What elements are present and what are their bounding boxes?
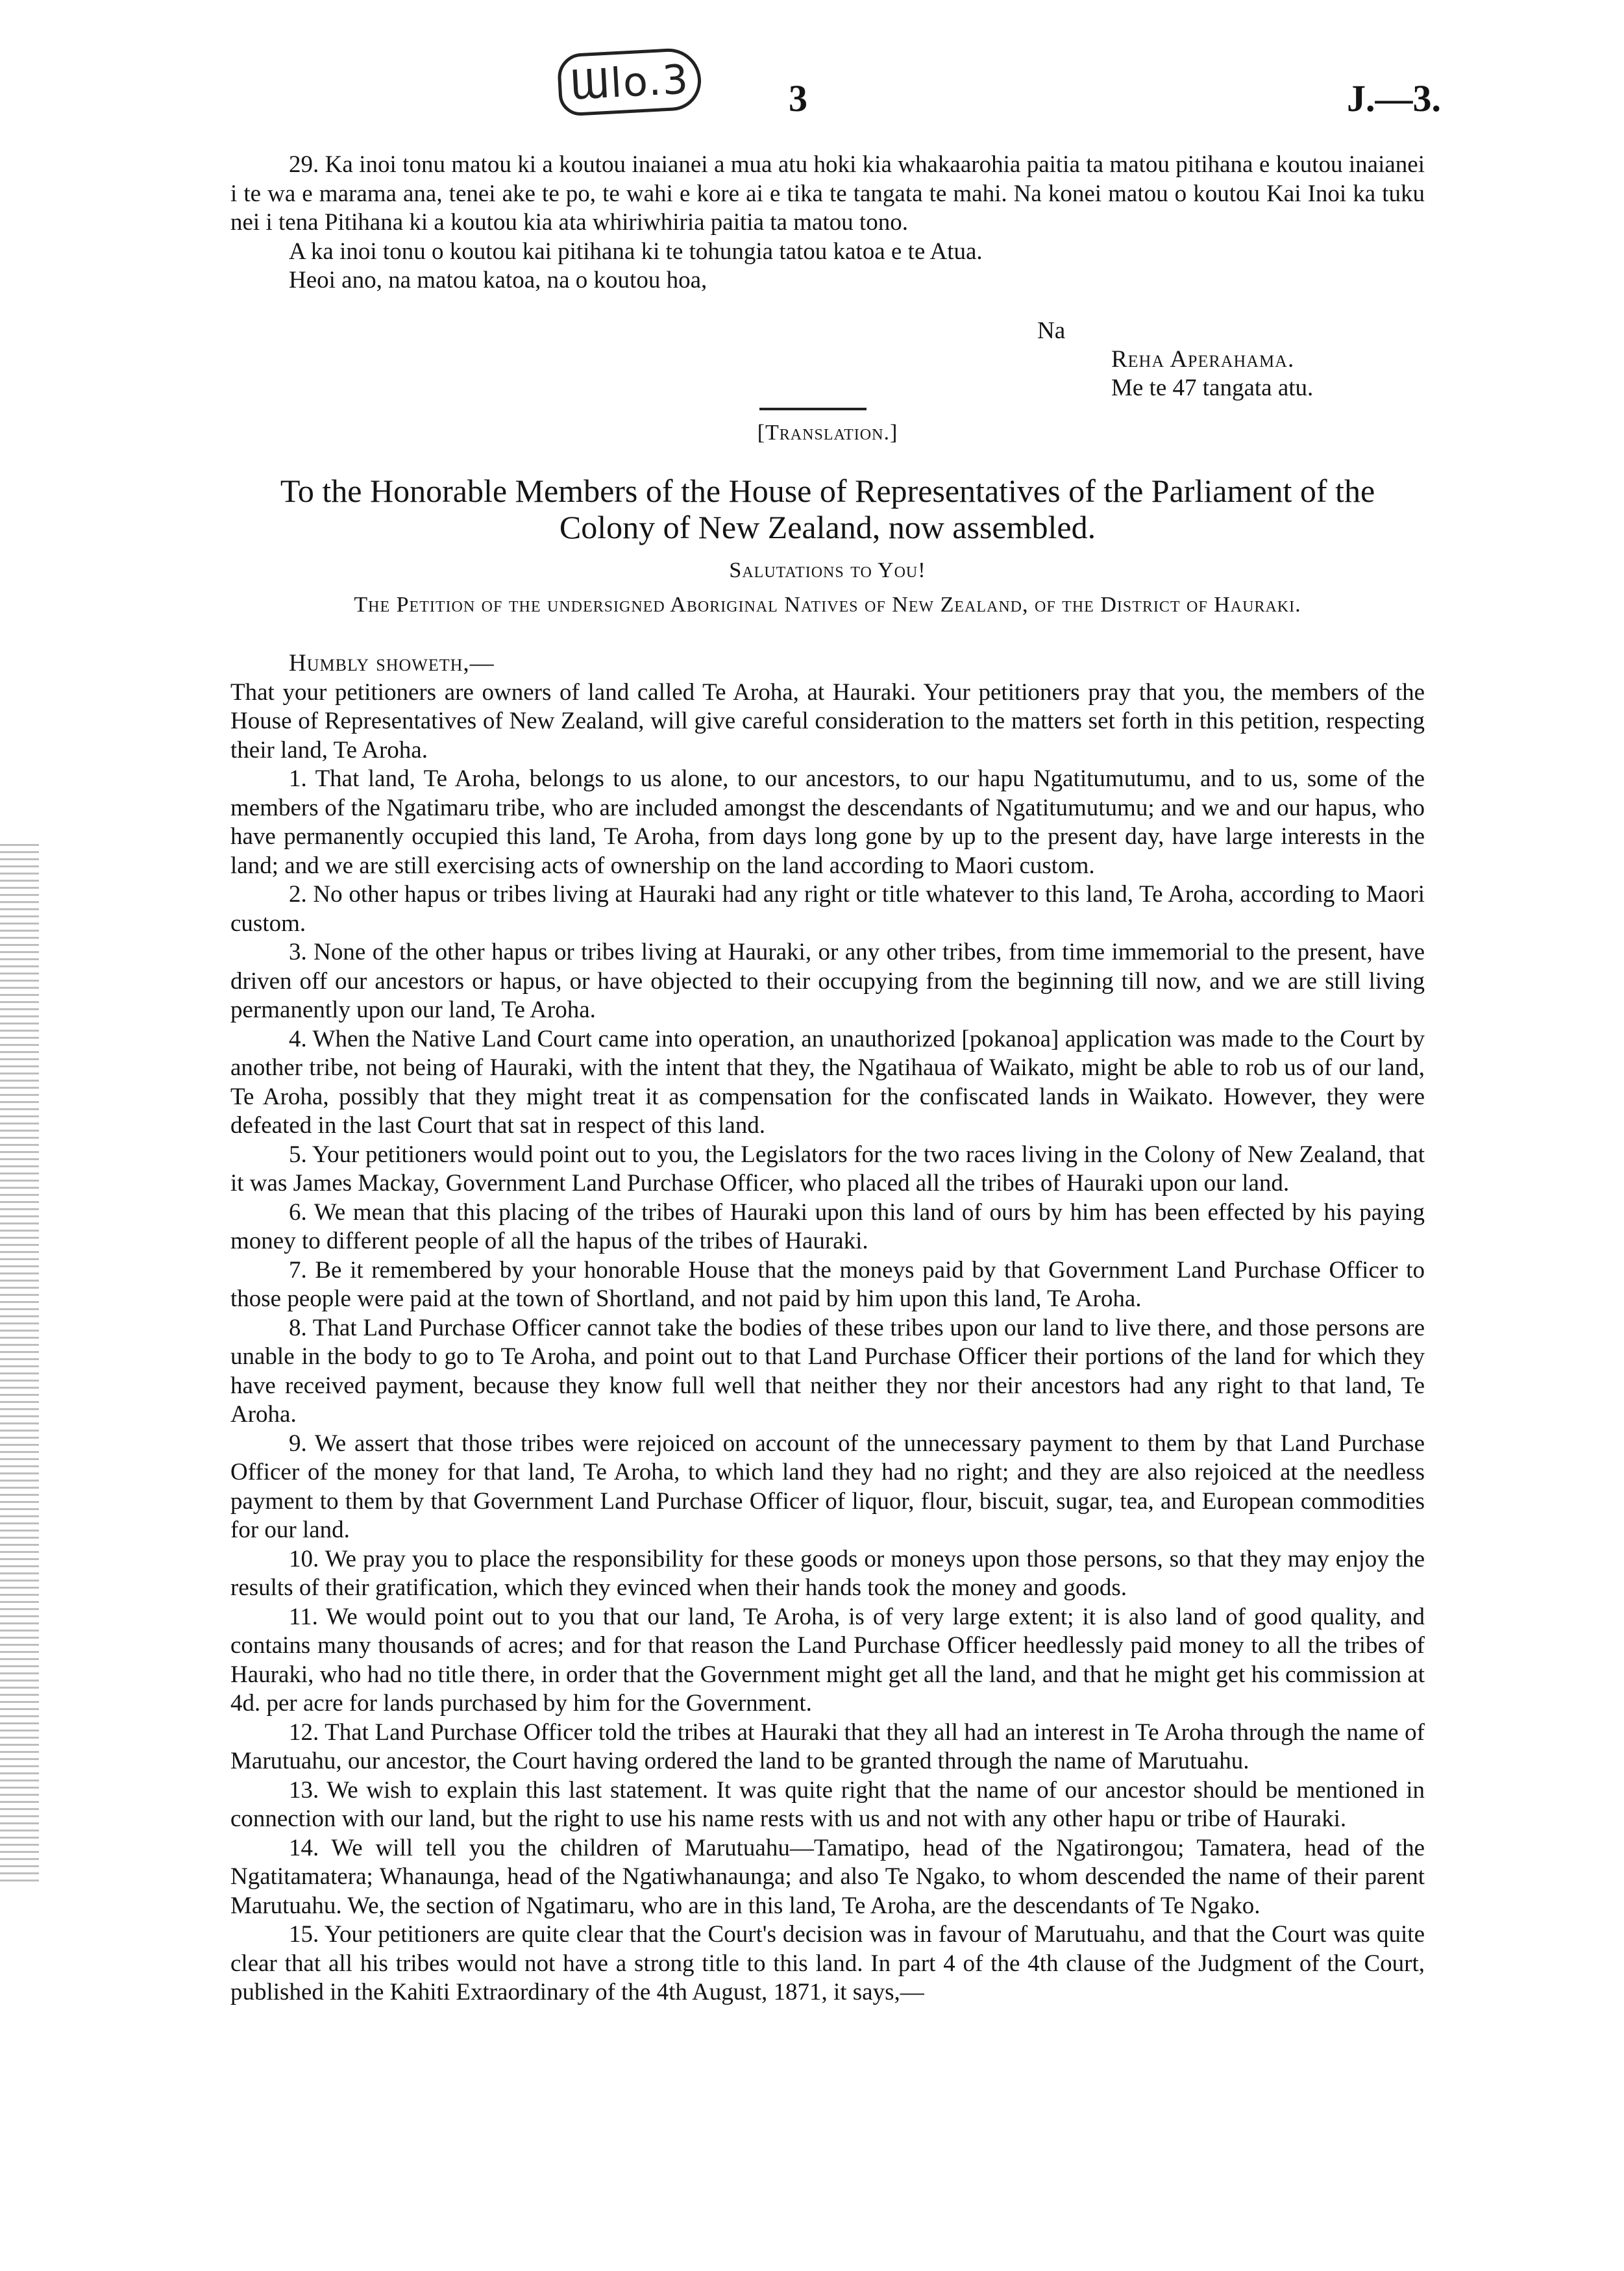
signature-na: Na [1037,317,1066,344]
petition-paragraph: 13. We wish to explain this last statement. It was quite right that the name of our ancestor should be mentioned in connection with our land, but the right to use his name rests with us and not with any other hapu or tribe of Hauraki. [230,1776,1425,1832]
petition-paragraph: 1. That land, Te Aroha, belongs to us alone, to our ancestors, to our hapu Ngatitumutumu, and to us, some of the members of the Ngatimaru tribe, who are included amongst the descendants of Ngatitumutumu; and we and our hapus, who have permanently occupied this land, Te Aroha, from days long gone by up to the present day, have large interests in the land; and we are still exercising acts of ownership on the land according to Maori custom. [230,765,1425,879]
maori-paragraph-29: 29. Ka inoi tonu matou ki a koutou inaianei a mua atu hoki kia whakaarohia paitia ta matou pitihana e koutou inaianei i te wa e marama ana, tenei ake te po, te wahi e kore ai e tika te tangata te mahi. Na konei matou o koutou Kai Inoi ka tuku nei i tena Pitihana ki a koutou kia ata whiriwhiria paitia ta matou tono. [230,151,1425,236]
petition-intro: That your petitioners are owners of land called Te Aroha, at Hauraki. Your petitioners pray that you, the members of the House of Representatives of New Zealand, will give careful consideration to the matters set forth in this petition, respecting their land, Te Aroha. [230,678,1425,763]
maori-section [230,151,1425,295]
section-divider [759,408,867,410]
signature-name: Reha Aperahama. [1111,346,1295,373]
handwritten-reference: Ɯlo.3 [557,47,703,116]
petition-title: To the Honorable Members of the House of Representatives of the Parliament of the Colony of New Zealand, now assembled. [280,473,1375,545]
petition-paragraph: 7. Be it remembered by your honorable House that the moneys paid by that Government Land Purchase Officer to those people were paid at the town of Shortland, and not paid by him upon this land, Te Aroha. [230,1256,1425,1312]
petition-paragraph: 5. Your petitioners would point out to you, the Legislators for the two races living in the Colony of New Zealand, that it was James Mackay, Government Land Purchase Officer, who placed all the tribes of Hauraki upon our land. [230,1141,1425,1197]
document-reference: J.—3. [1347,77,1441,119]
petition-paragraph: 3. None of the other hapus or tribes living at Hauraki, or any other tribes, from time immemorial to the present, have driven off our ancestors or hapus, or have objected to their occupying from the beginning till now, and we are still living permanently upon our land, Te Aroha. [230,939,1425,1023]
petition-paragraph: 12. That Land Purchase Officer told the tribes at Hauraki that they all had an interest in Te Aroha through the name of Marutuahu, our ancestor, the Court having ordered the land to be granted through the name of Marutuahu. [230,1719,1425,1774]
petition-heading: The Petition of the undersigned Aboriginal Natives of New Zealand, of the District of Hauraki. [354,593,1301,617]
signature-count: Me te 47 tangata atu. [1111,375,1314,401]
maori-closing-line-1: A ka inoi tonu o koutou kai pitihana ki te tohungia tatou katoa e te Atua. [289,238,983,265]
maori-closing-line-2: Heoi ano, na matou katoa, na o koutou hoa, [289,267,707,293]
petition-paragraph: 9. We assert that those tribes were rejoiced on account of the unnecessary payment to them by that Land Purchase Officer of the money for that land, Te Aroha, to which land they had no right; and they are also rejoiced at the needless payment to them by that Government Land Purchase Officer of liquor, flour, biscuit, sugar, tea, and European commodities for our land. [230,1430,1425,1543]
translation-label: [Translation.] [757,421,898,445]
translation-body [230,649,1425,2007]
petition-paragraph: 10. We pray you to place the responsibility for these goods or moneys upon those persons, so that they may enjoy the results of their gratification, which they evinced when their hands took the money and goods. [230,1545,1425,1601]
petition-paragraph: 4. When the Native Land Court came into operation, an unauthorized [pokanoa] application was made to the Court by another tribe, not being of Hauraki, with the intent that they, the Ngatihaua of Waikato, might be able to rob us of our land, Te Aroha, possibly that they might treat it as compensation for the confiscated lands in Waikato. However, they were defeated in the last Court that sat in respect of this land. [230,1025,1425,1139]
petition-paragraph: 6. We mean that this placing of the tribes of Hauraki upon this land of ours by him has been effected by his paying money to different people of all the hapus of the tribes of Hauraki. [230,1198,1425,1254]
petition-paragraph: 14. We will tell you the children of Marutuahu—Tamatipo, head of the Ngatirongou; Tamatera, head of the Ngatitamatera; Whanaunga, head of the Ngatiwhanaunga; and also Te Ngako, to whom descended the name of their parent Marutuahu. We, the section of Ngatimaru, who are in this land, Te Aroha, are the descendants of Te Ngako. [230,1834,1425,1919]
salutation: Salutations to You! [729,558,926,582]
scan-edge-artifact [0,844,39,1883]
page-number: 3 [789,77,807,119]
petition-paragraph: 11. We would point out to you that our land, Te Aroha, is of very large extent; it is also land of good quality, and contains many thousands of acres; and for that reason the Land Purchase Officer heedlessly paid money to all the tribes of Hauraki, who had no title there, in order that the Government might get all the land, and that he might get his commission at 4d. per acre for lands purchased by him for the Government. [230,1603,1425,1717]
petition-paragraph: 2. No other hapus or tribes living at Hauraki had any right or title whatever to this land, Te Aroha, according to Maori custom. [230,881,1425,937]
petition-paragraph: 15. Your petitioners are quite clear that the Court's decision was in favour of Marutuahu, and that the Court was quite clear that all his tribes would not have a strong title to this land. In part 4 of the 4th clause of the Judgment of the Court, published in the Kahiti Extraordinary of the 4th August, 1871, it says,— [230,1921,1425,2005]
humbly-showeth: Humbly showeth,— [289,650,495,676]
petition-paragraph: 8. That Land Purchase Officer cannot take the bodies of these tribes upon our land to live there, and those persons are unable in the body to go to Te Aroha, and point out to that Land Purchase Officer their portions of the land for which they have received payment, because they know full well that neither they nor their ancestors had any right to that land, Te Aroha. [230,1314,1425,1428]
